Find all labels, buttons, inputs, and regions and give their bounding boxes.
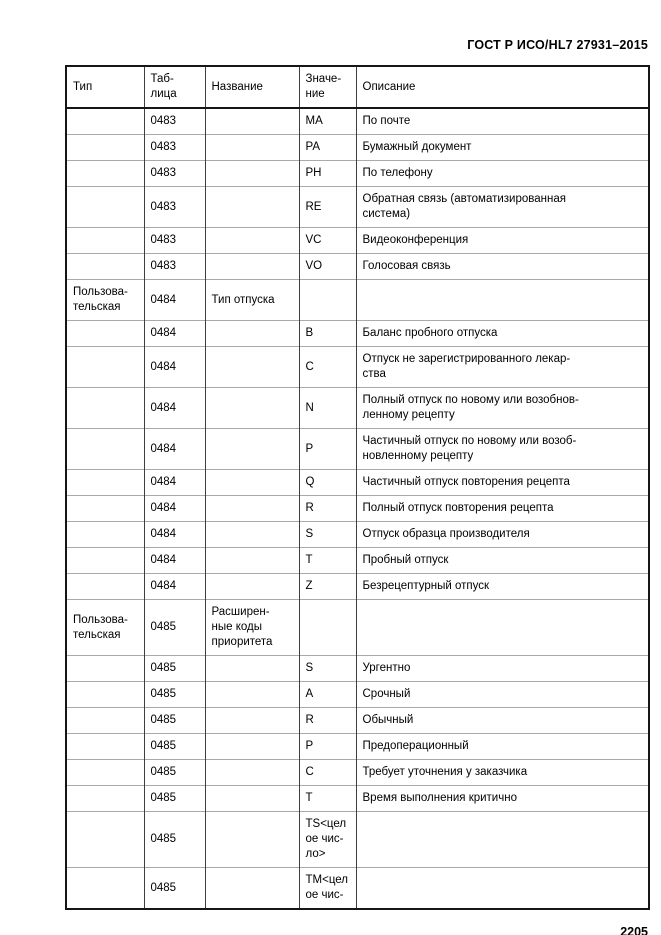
cell-table: 0483 [144, 108, 205, 135]
cell-name [205, 868, 299, 910]
cell-name [205, 708, 299, 734]
cell-table: 0484 [144, 522, 205, 548]
cell-name [205, 187, 299, 228]
table-row [66, 470, 649, 496]
column-header-table: Таб- лица [144, 66, 205, 108]
cell-type [66, 868, 144, 910]
cell-description: Требует уточнения у заказчика [356, 760, 649, 786]
cell-description: Ургентно [356, 656, 649, 682]
cell-name [205, 347, 299, 388]
cell-table: 0484 [144, 470, 205, 496]
cell-description: Предоперационный [356, 734, 649, 760]
cell-description: Отпуск не зарегистрированного лекар- ства [356, 347, 649, 388]
cell-type [66, 388, 144, 429]
cell-value: R [299, 496, 356, 522]
cell-type [66, 522, 144, 548]
table-row [66, 321, 649, 347]
table-row [66, 708, 649, 734]
cell-table: 0484 [144, 347, 205, 388]
cell-name [205, 786, 299, 812]
cell-value: RE [299, 187, 356, 228]
cell-type [66, 656, 144, 682]
cell-table: 0484 [144, 496, 205, 522]
cell-description [356, 280, 649, 321]
cell-type [66, 682, 144, 708]
table-row [66, 496, 649, 522]
cell-value: P [299, 429, 356, 470]
table-row [66, 280, 649, 321]
cell-description [356, 600, 649, 656]
table-row [66, 656, 649, 682]
cell-value: TM<цел ое чис- [299, 868, 356, 910]
cell-table: 0485 [144, 600, 205, 656]
column-header-description: Описание [356, 66, 649, 108]
cell-value: T [299, 786, 356, 812]
cell-description: По почте [356, 108, 649, 135]
cell-name [205, 522, 299, 548]
cell-description: По телефону [356, 161, 649, 187]
table-row [66, 347, 649, 388]
cell-description: Обратная связь (автоматизированная система) [356, 187, 649, 228]
cell-table: 0484 [144, 574, 205, 600]
cell-table: 0485 [144, 760, 205, 786]
cell-value: PA [299, 135, 356, 161]
cell-table: 0485 [144, 682, 205, 708]
cell-type [66, 708, 144, 734]
cell-description: Видеоконференция [356, 228, 649, 254]
table-row [66, 522, 649, 548]
table-row [66, 135, 649, 161]
cell-value: S [299, 656, 356, 682]
page-title: ГОСТ Р ИСО/HL7 27931–2015 [467, 38, 648, 52]
cell-type [66, 108, 144, 135]
cell-table: 0484 [144, 548, 205, 574]
cell-description: Полный отпуск по новому или возобнов- ленному рецепту [356, 388, 649, 429]
cell-description: Срочный [356, 682, 649, 708]
cell-value: R [299, 708, 356, 734]
cell-value: S [299, 522, 356, 548]
cell-name [205, 161, 299, 187]
cell-value: Q [299, 470, 356, 496]
cell-description: Баланс пробного отпуска [356, 321, 649, 347]
cell-description: Безрецептурный отпуск [356, 574, 649, 600]
cell-type [66, 228, 144, 254]
table-row [66, 429, 649, 470]
cell-description: Голосовая связь [356, 254, 649, 280]
table-row [66, 574, 649, 600]
table-row [66, 254, 649, 280]
cell-description [356, 812, 649, 868]
cell-type [66, 187, 144, 228]
table-row [66, 734, 649, 760]
cell-value: T [299, 548, 356, 574]
cell-description: Пробный отпуск [356, 548, 649, 574]
cell-name [205, 682, 299, 708]
cell-type [66, 496, 144, 522]
cell-name [205, 760, 299, 786]
cell-name [205, 734, 299, 760]
cell-table: 0484 [144, 429, 205, 470]
cell-table: 0483 [144, 254, 205, 280]
table-row [66, 108, 649, 135]
cell-name [205, 470, 299, 496]
cell-table: 0485 [144, 734, 205, 760]
cell-name [205, 135, 299, 161]
cell-table: 0483 [144, 187, 205, 228]
cell-table: 0484 [144, 321, 205, 347]
table-row [66, 187, 649, 228]
cell-type [66, 429, 144, 470]
cell-name [205, 656, 299, 682]
table-header [66, 66, 649, 108]
cell-type [66, 135, 144, 161]
cell-description [356, 868, 649, 910]
table-body [66, 108, 649, 909]
cell-value: MA [299, 108, 356, 135]
table-row [66, 548, 649, 574]
cell-description: Частичный отпуск по новому или возоб- новленному рецепту [356, 429, 649, 470]
column-header-type: Тип [66, 66, 144, 108]
cell-type [66, 161, 144, 187]
column-header-value: Значе- ние [299, 66, 356, 108]
cell-type [66, 470, 144, 496]
cell-value: N [299, 388, 356, 429]
cell-table: 0483 [144, 161, 205, 187]
cell-type: Пользова- тельская [66, 280, 144, 321]
cell-type [66, 812, 144, 868]
cell-type [66, 254, 144, 280]
cell-description: Частичный отпуск повторения рецепта [356, 470, 649, 496]
cell-type [66, 734, 144, 760]
table-row [66, 760, 649, 786]
cell-table: 0485 [144, 708, 205, 734]
cell-table: 0485 [144, 786, 205, 812]
cell-name [205, 429, 299, 470]
cell-name [205, 321, 299, 347]
cell-name: Тип отпуска [205, 280, 299, 321]
cell-value [299, 280, 356, 321]
cell-type [66, 548, 144, 574]
cell-type [66, 760, 144, 786]
table-row [66, 600, 649, 656]
cell-description: Бумажный документ [356, 135, 649, 161]
cell-description: Полный отпуск повторения рецепта [356, 496, 649, 522]
table-row [66, 682, 649, 708]
cell-value: VC [299, 228, 356, 254]
cell-type [66, 786, 144, 812]
cell-value: VO [299, 254, 356, 280]
column-header-name: Название [205, 66, 299, 108]
cell-value: TS<цел ое чис- ло> [299, 812, 356, 868]
cell-table: 0483 [144, 228, 205, 254]
cell-value: Z [299, 574, 356, 600]
cell-table: 0485 [144, 656, 205, 682]
cell-name [205, 496, 299, 522]
cell-name [205, 388, 299, 429]
cell-value: P [299, 734, 356, 760]
cell-name [205, 574, 299, 600]
cell-description: Время выполнения критично [356, 786, 649, 812]
table-row [66, 812, 649, 868]
cell-table: 0485 [144, 868, 205, 910]
cell-name [205, 254, 299, 280]
cell-name: Расширен- ные коды приоритета [205, 600, 299, 656]
cell-name [205, 228, 299, 254]
cell-table: 0483 [144, 135, 205, 161]
cell-description: Обычный [356, 708, 649, 734]
table-row [66, 388, 649, 429]
cell-name [205, 108, 299, 135]
table-header-row [66, 66, 649, 108]
cell-value: C [299, 760, 356, 786]
cell-table: 0485 [144, 812, 205, 868]
cell-name [205, 548, 299, 574]
table-row [66, 786, 649, 812]
table-row [66, 228, 649, 254]
cell-type [66, 347, 144, 388]
cell-type [66, 321, 144, 347]
cell-table: 0484 [144, 388, 205, 429]
cell-type: Пользова- тельская [66, 600, 144, 656]
cell-description: Отпуск образца производителя [356, 522, 649, 548]
cell-value: B [299, 321, 356, 347]
table-row [66, 868, 649, 910]
cell-type [66, 574, 144, 600]
table-row [66, 161, 649, 187]
cell-value: PH [299, 161, 356, 187]
page-number: 2205 [620, 925, 648, 935]
codes-table [65, 65, 650, 910]
cell-table: 0484 [144, 280, 205, 321]
cell-name [205, 812, 299, 868]
cell-value: C [299, 347, 356, 388]
cell-value: A [299, 682, 356, 708]
cell-value [299, 600, 356, 656]
